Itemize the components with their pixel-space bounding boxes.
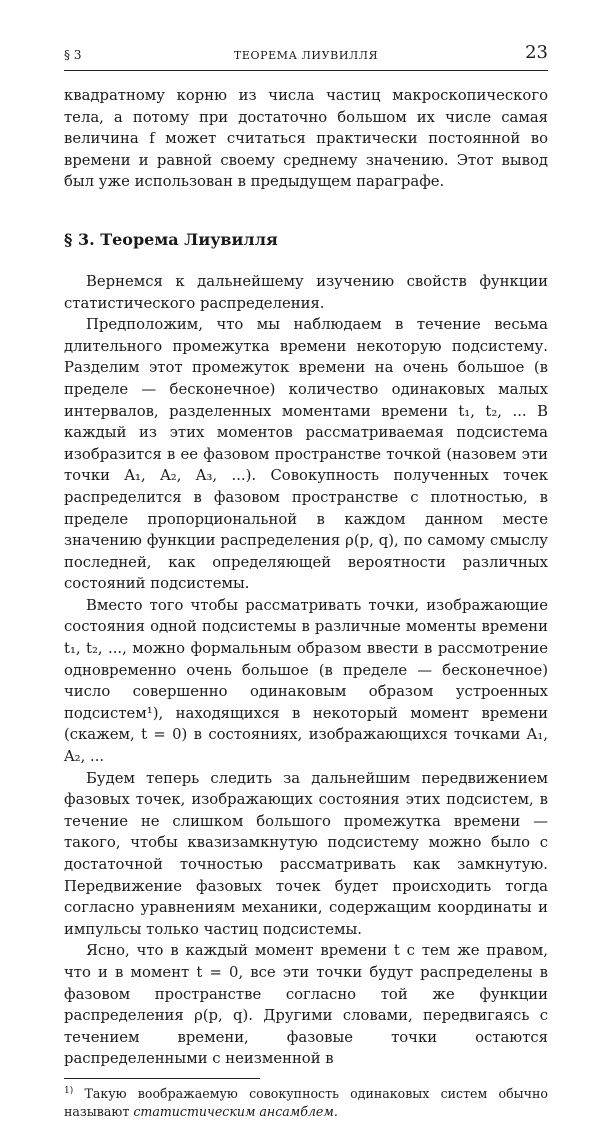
footnote-italic-term: статистическим ансамблем. [133, 1103, 338, 1119]
paragraph-3: Вместо того чтобы рассматривать точки, изображающие состояния одной подсистемы в различные моменты времени t₁, t₂, ..., можно формальным образом ввести в рассмотрение одновременно очень большое (в пределе — бесконечное) число совершенно одинаковым образом устроенных подсистем¹), находящихся в некоторый момент времени (скажем, t = 0) в состояниях, изображающихся точками A₁, A₂, ... [64, 596, 548, 766]
footnote-rule [64, 1078, 260, 1079]
footnote-marker: 1) [64, 1085, 74, 1096]
intro-paragraph: квадратному корню из числа частиц макроскопического тела, а потому при достаточно большом их числе самая величина f может считаться практически постоянной во времени и равной своему среднему значению. Этот вывод был уже использован в предыдущем параграфе. [64, 87, 548, 191]
footnote [64, 1085, 548, 1121]
running-header [64, 42, 548, 71]
paragraph-2: Предположим, что мы наблюдаем в течение весьма длительного промежутка времени некоторую подсистему. Разделим этот промежуток времени на очень большое (в пределе — бесконечное) количество одинаковых малых интервалов, разделенных моментами времени t₁, t₂, ... В каждый из этих моментов рассматриваемая подсистема изобразится в ее фазовом пространстве точкой (назовем эти точки A₁, A₂, A₃, ...). Совокупность полученных точек распределится в фазовом пространстве с плотностью, в пределе пропорциональной в каждом данном месте значению функции распределения ρ(p, q), по самому смыслу последней, как определяющей вероятности различных состояний подсистемы. [64, 316, 548, 593]
book-page [64, 42, 548, 1121]
body-text [64, 85, 548, 1070]
header-section-mark: § 3 [64, 48, 82, 62]
paragraph-1: Вернемся к дальнейшему изучению свойств функции статистического распределения. [64, 272, 548, 312]
paragraph-4: Будем теперь следить за дальнейшим передвижением фазовых точек, изображающих состояния этих подсистем, в течение не слишком большого промежутка времени — такого, чтобы квазизамкнутую подсистему можно было с достаточной точностью рассматривать как замкнутую. Передвижение фазовых точек будет происходить тогда согласно уравнениям механики, содержащим координаты и импульсы только частиц подсистемы. [64, 769, 548, 938]
footnote-text: Такую воображаемую совокупность одинаковых систем обычно называют [64, 1085, 548, 1119]
page-number: 23 [525, 42, 548, 63]
section-title: § 3. Теорема Лиувилля [64, 229, 278, 249]
header-running-title: ТЕОРЕМА ЛИУВИЛЛЯ [233, 49, 379, 62]
paragraph-5: Ясно, что в каждый момент времени t с тем же правом, что и в момент t = 0, все эти точки будут распределены в фазовом пространстве согласно той же функции распределения ρ(p, q). Другими словами, передвигаясь с течением времени, фазовые точки остаются распределенными с неизменной в [64, 942, 548, 1068]
